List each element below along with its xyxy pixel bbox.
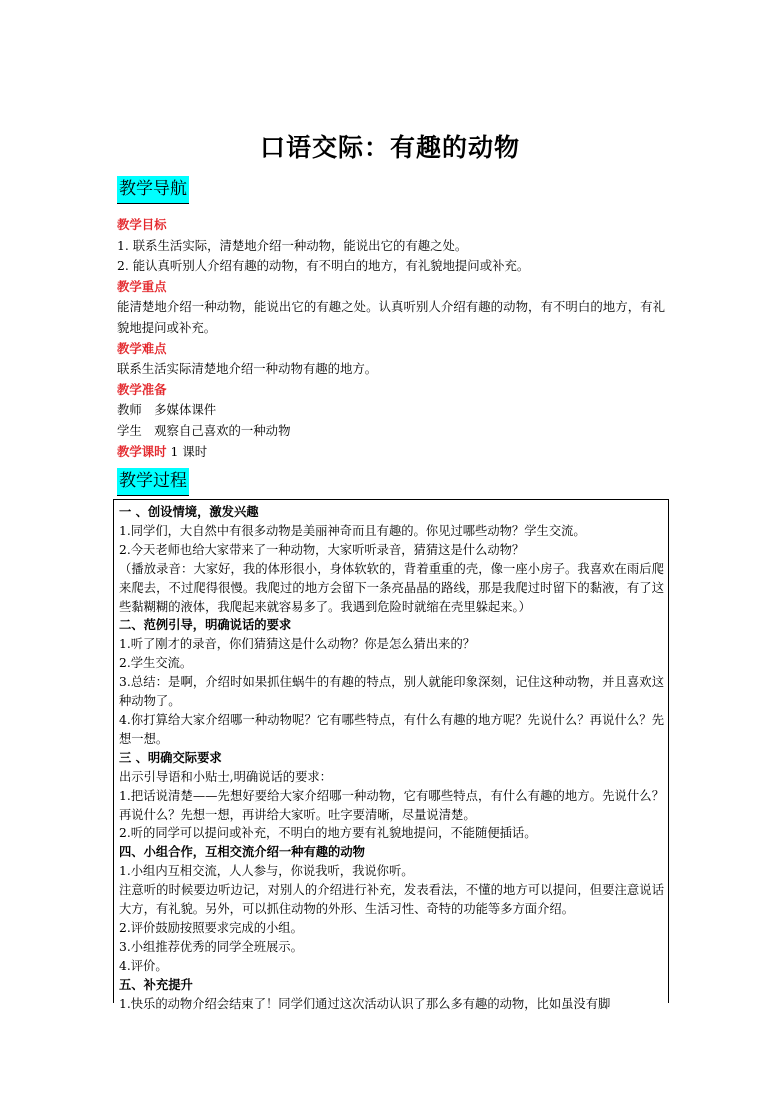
teaching-nav-section [117, 215, 665, 462]
hours-label: 教学课时 [117, 443, 167, 459]
step-paragraph: 1.把话说清楚——先想好要给大家介绍哪一种动物，它有哪些特点，有什么有趣的地方。先说什么？再说什么？先想一想，再讲给大家听。吐字要清晰，尽量说清楚。 [119, 788, 664, 822]
step-paragraph: 1.同学们，大自然中有很多动物是美丽神奇而且有趣的。你见过哪些动物？学生交流。 [119, 523, 586, 538]
teaching-process-box [113, 499, 669, 1011]
step-heading: 三 、明确交际要求 [119, 750, 222, 765]
goal-item: 2. 能认真听别人介绍有趣的动物，有不明白的地方，有礼貌地提问或补充。 [117, 258, 530, 274]
step-paragraph: 2.今天老师也给大家带来了一种动物，大家听听录音，猜猜这是什么动物？ [119, 542, 525, 557]
step-paragraph: 2.评价鼓励按照要求完成的小组。 [119, 920, 303, 935]
step-paragraph: 1.小组内互相交流，人人参与，你说我听，我说你听。 [119, 864, 414, 879]
step-paragraph: 1.快乐的动物介绍会结束了！同学们通过这次活动认识了那么多有趣的动物，比如虽没有脚 [119, 996, 611, 1011]
step-paragraph: 出示引导语和小贴士,明确说话的要求： [119, 769, 332, 784]
step-paragraph: 3.小组推荐优秀的同学全班展示。 [119, 939, 303, 954]
section-banner-teaching-nav: 教学导航 [117, 176, 189, 204]
step-heading: 四、小组合作，互相交流介绍一种有趣的动物 [119, 845, 365, 860]
prep-student: 学生 观察自己喜欢的一种动物 [117, 422, 291, 438]
section-banner-teaching-process: 教学过程 [117, 468, 189, 496]
prep-teacher: 教师 多媒体课件 [117, 402, 217, 418]
goal-item: 1. 联系生活实际，清楚地介绍一种动物，能说出它的有趣之处。 [117, 237, 468, 253]
hours-row [117, 442, 665, 463]
step-heading: 二、范例引导，明确说话的要求 [119, 618, 292, 633]
step-paragraph: 2.学生交流。 [119, 656, 193, 671]
prep-label: 教学准备 [117, 381, 167, 397]
goal-label: 教学目标 [117, 217, 167, 232]
step-paragraph: 4.你打算给大家介绍哪一种动物呢？它有哪些特点，有什么有趣的地方呢？先说什么？再说什么？先想一想。 [119, 712, 664, 746]
hours-value: 1 课时 [170, 443, 208, 459]
focus-text: 能清楚地介绍一种动物，能说出它的有趣之处。认真听别人介绍有趣的动物，有不明白的地方，有礼貌地提问或补充。 [117, 299, 665, 335]
step-heading: 一 、创设情境，激发兴趣 [119, 505, 259, 519]
difficulty-label: 教学难点 [117, 340, 167, 356]
recording-transcript: （播放录音：大家好，我的体形很小，身体软软的，背着重重的壳，像一座小房子。我喜欢在雨后爬来爬去，不过爬得很慢。我爬过的地方会留下一条亮晶晶的路线，那是我爬过时留下的黏液，有了这些黏糊糊的液体，我爬起来就容易多了。我遇到危险时就缩在壳里躲起来。） [119, 561, 664, 614]
step-heading: 五、补充提升 [119, 977, 193, 992]
focus-label: 教学重点 [117, 278, 167, 294]
step-paragraph: 1.听了刚才的录音，你们猜猜这是什么动物？你是怎么猜出来的？ [119, 637, 476, 652]
step-paragraph: 4.评价。 [119, 958, 168, 973]
difficulty-text: 联系生活实际清楚地介绍一种动物有趣的地方。 [117, 361, 378, 377]
step-paragraph: 3.总结：是啊，介绍时如果抓住蜗牛的有趣的特点，别人就能印象深刻，记住这种动物，并且喜欢这种动物了。 [119, 675, 664, 709]
step-paragraph: 2.听的同学可以提问或补充，不明白的地方要有礼貌地提问，不能随便插话。 [119, 826, 537, 841]
step-paragraph: 注意听的时候要边听边记，对别人的介绍进行补充，发表看法，不懂的地方可以提问，但要注意说话大方，有礼貌。另外，可以抓住动物的外形、生活习性、奇特的功能等多方面介绍。 [119, 883, 664, 917]
page-title: 口语交际：有趣的动物 [259, 133, 520, 162]
